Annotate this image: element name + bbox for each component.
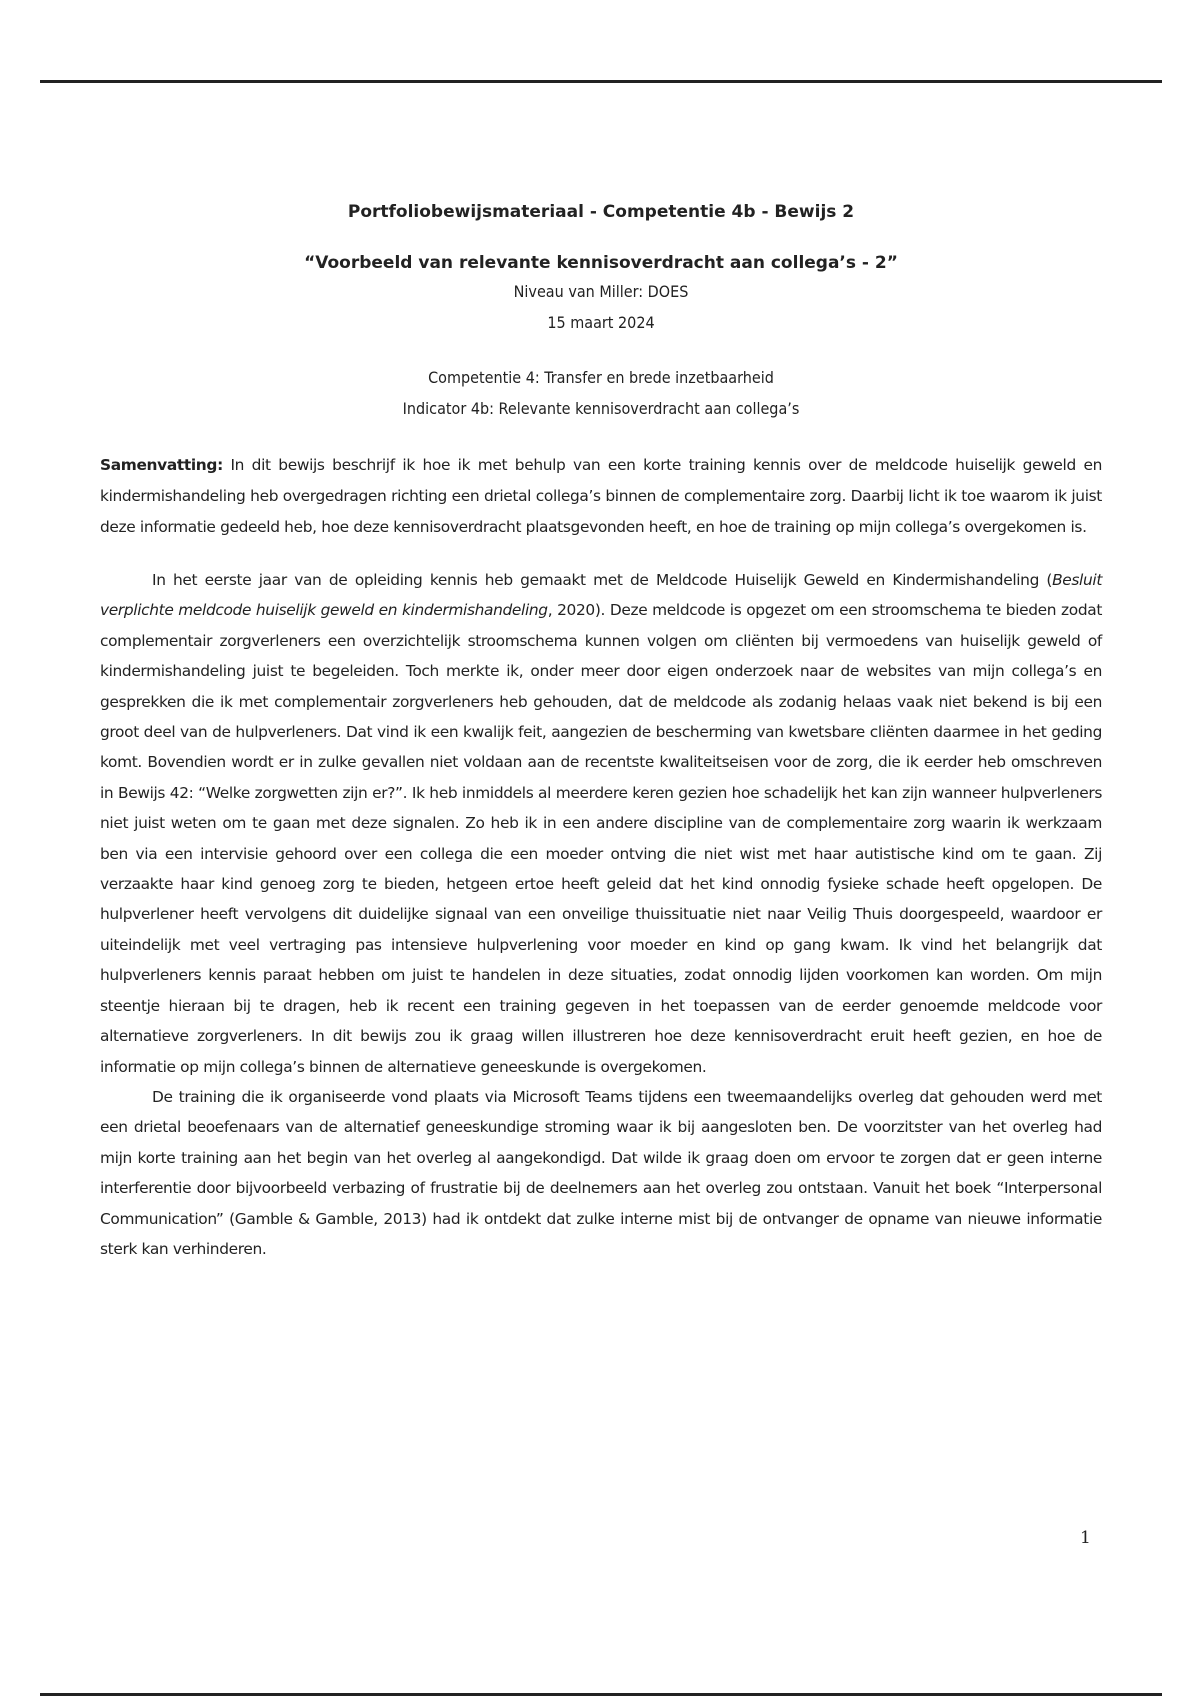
body-paragraph [100,565,1102,1082]
competence-block [100,362,1102,424]
document-subtitle: “Voorbeeld van relevante kennisoverdracht aan collega’s - 2” [304,253,898,273]
bottom-rule [40,1693,1162,1696]
indicator-line: Indicator 4b: Relevante kennisoverdracht aan collega’s [402,399,800,418]
paragraph-1-text-continued: , 2020). Deze meldcode is opgezet om een stroomschema te bieden zodat complementair zorgverleners een overzichtelijk stroomschema kunnen volgen om cliënten bij vermoedens van huiselijk geweld of kindermishandeling juist te begeleiden. Toch merkte ik, onder meer door eigen onderzoek naar de websites van mijn collega’s en gesprekken die ik met complementair zorgverleners heb gehouden, dat de meldcode als zodanig helaas vaak niet bekend is bij een groot deel van de hulpverleners. Dat vind ik een kwalijk feit, aangezien de bescherming van kwetsbare cliënten daarmee in het geding komt. Bovendien wordt er in zulke gevallen niet voldaan aan de recentste kwaliteitseisen voor de zorg, die ik eerder heb omschreven in Bewijs 42: “Welke zorgwetten zijn er?”. Ik heb inmiddels al meerdere keren gezien hoe schadelijk het kan zijn wanneer hulpverleners niet juist weten om te gaan met deze signalen. Zo heb ik in een andere discipline van de complementaire zorg waarin ik werkzaam ben via een intervisie gehoord over een collega die een moeder ontving die niet wist met haar autistische kind om te gaan. Zij verzaakte haar kind genoeg zorg te bieden, hetgeen ertoe heeft geleid dat het kind onnodig fysieke schade heeft opgelopen. De hulpverlener heeft vervolgens dit duidelijke signaal van een onveilige thuissituatie niet naar Veilig Thuis doorgespeeld, waardoor er uiteindelijk met veel vertraging pas intensieve hulpverlening voor moeder en kind op gang kwam. Ik vind het belangrijk dat hulpverleners kennis paraat hebben om juist te handelen in deze situaties, zodat onnodig lijden voorkomen kan worden. Om mijn steentje hieraan bij te dragen, heb ik recent een training gegeven in het toepassen van de eerder genoemde meldcode voor alternatieve zorgverleners. In dit bewijs zou ik graag willen illustreren hoe deze kennisoverdracht eruit heeft gezien, en hoe de informatie op mijn collega’s binnen de alternatieve geneeskunde is overgekomen. [100,601,1103,1076]
competence-line: Competentie 4: Transfer en brede inzetbaarheid [428,368,774,387]
summary-label: Samenvatting: [100,456,223,474]
paragraph-1-text: In het eerste jaar van de opleiding kennis heb gemaakt met de Meldcode Huiselijk Geweld en Kindermishandeling ( [152,571,1053,589]
summary-paragraph [100,450,1102,543]
document-title: Portfoliobewijsmateriaal - Competentie 4b - Bewijs 2 [347,202,855,222]
page-number: 1 [1080,1528,1091,1548]
document-page [100,200,1102,1264]
body-text [100,565,1102,1264]
body-paragraph: De training die ik organiseerde vond plaats via Microsoft Teams tijdens een tweemaandelijks overleg dat gehouden werd met een drietal beoefenaars van de alternatief geneeskundige stroming waar ik bij aangesloten ben. De voorzitster van het overleg had mijn korte training aan het begin van het overleg al aangekondigd. Dat wilde ik graag doen om ervoor te zorgen dat er geen interne interferentie door bijvoorbeeld verbazing of frustratie bij de deelnemers aan het overleg zou ontstaan. Vanuit het boek “Interpersonal Communication” (Gamble & Gamble, 2013) had ik ontdekt dat zulke interne mist bij de ontvanger de opname van nieuwe informatie sterk kan verhinderen. [100,1087,1102,1258]
miller-level: Niveau van Miller: DOES [513,282,689,301]
summary-text: In dit bewijs beschrijf ik hoe ik met behulp van een korte training kennis over de meldcode huiselijk geweld en kindermishandeling heb overgedragen richting een drietal collega’s binnen de complementaire zorg. Daarbij licht ik toe waarom ik juist deze informatie gedeeld heb, hoe deze kennisoverdracht plaatsgevonden heeft, en hoe de training op mijn collega’s overgekomen is. [100,456,1102,536]
top-rule [40,80,1162,83]
paragraph-1-citation: Besluit verplichte meldcode huiselijk geweld en kindermishandeling [100,571,1102,620]
document-date: 15 maart 2024 [547,313,655,332]
